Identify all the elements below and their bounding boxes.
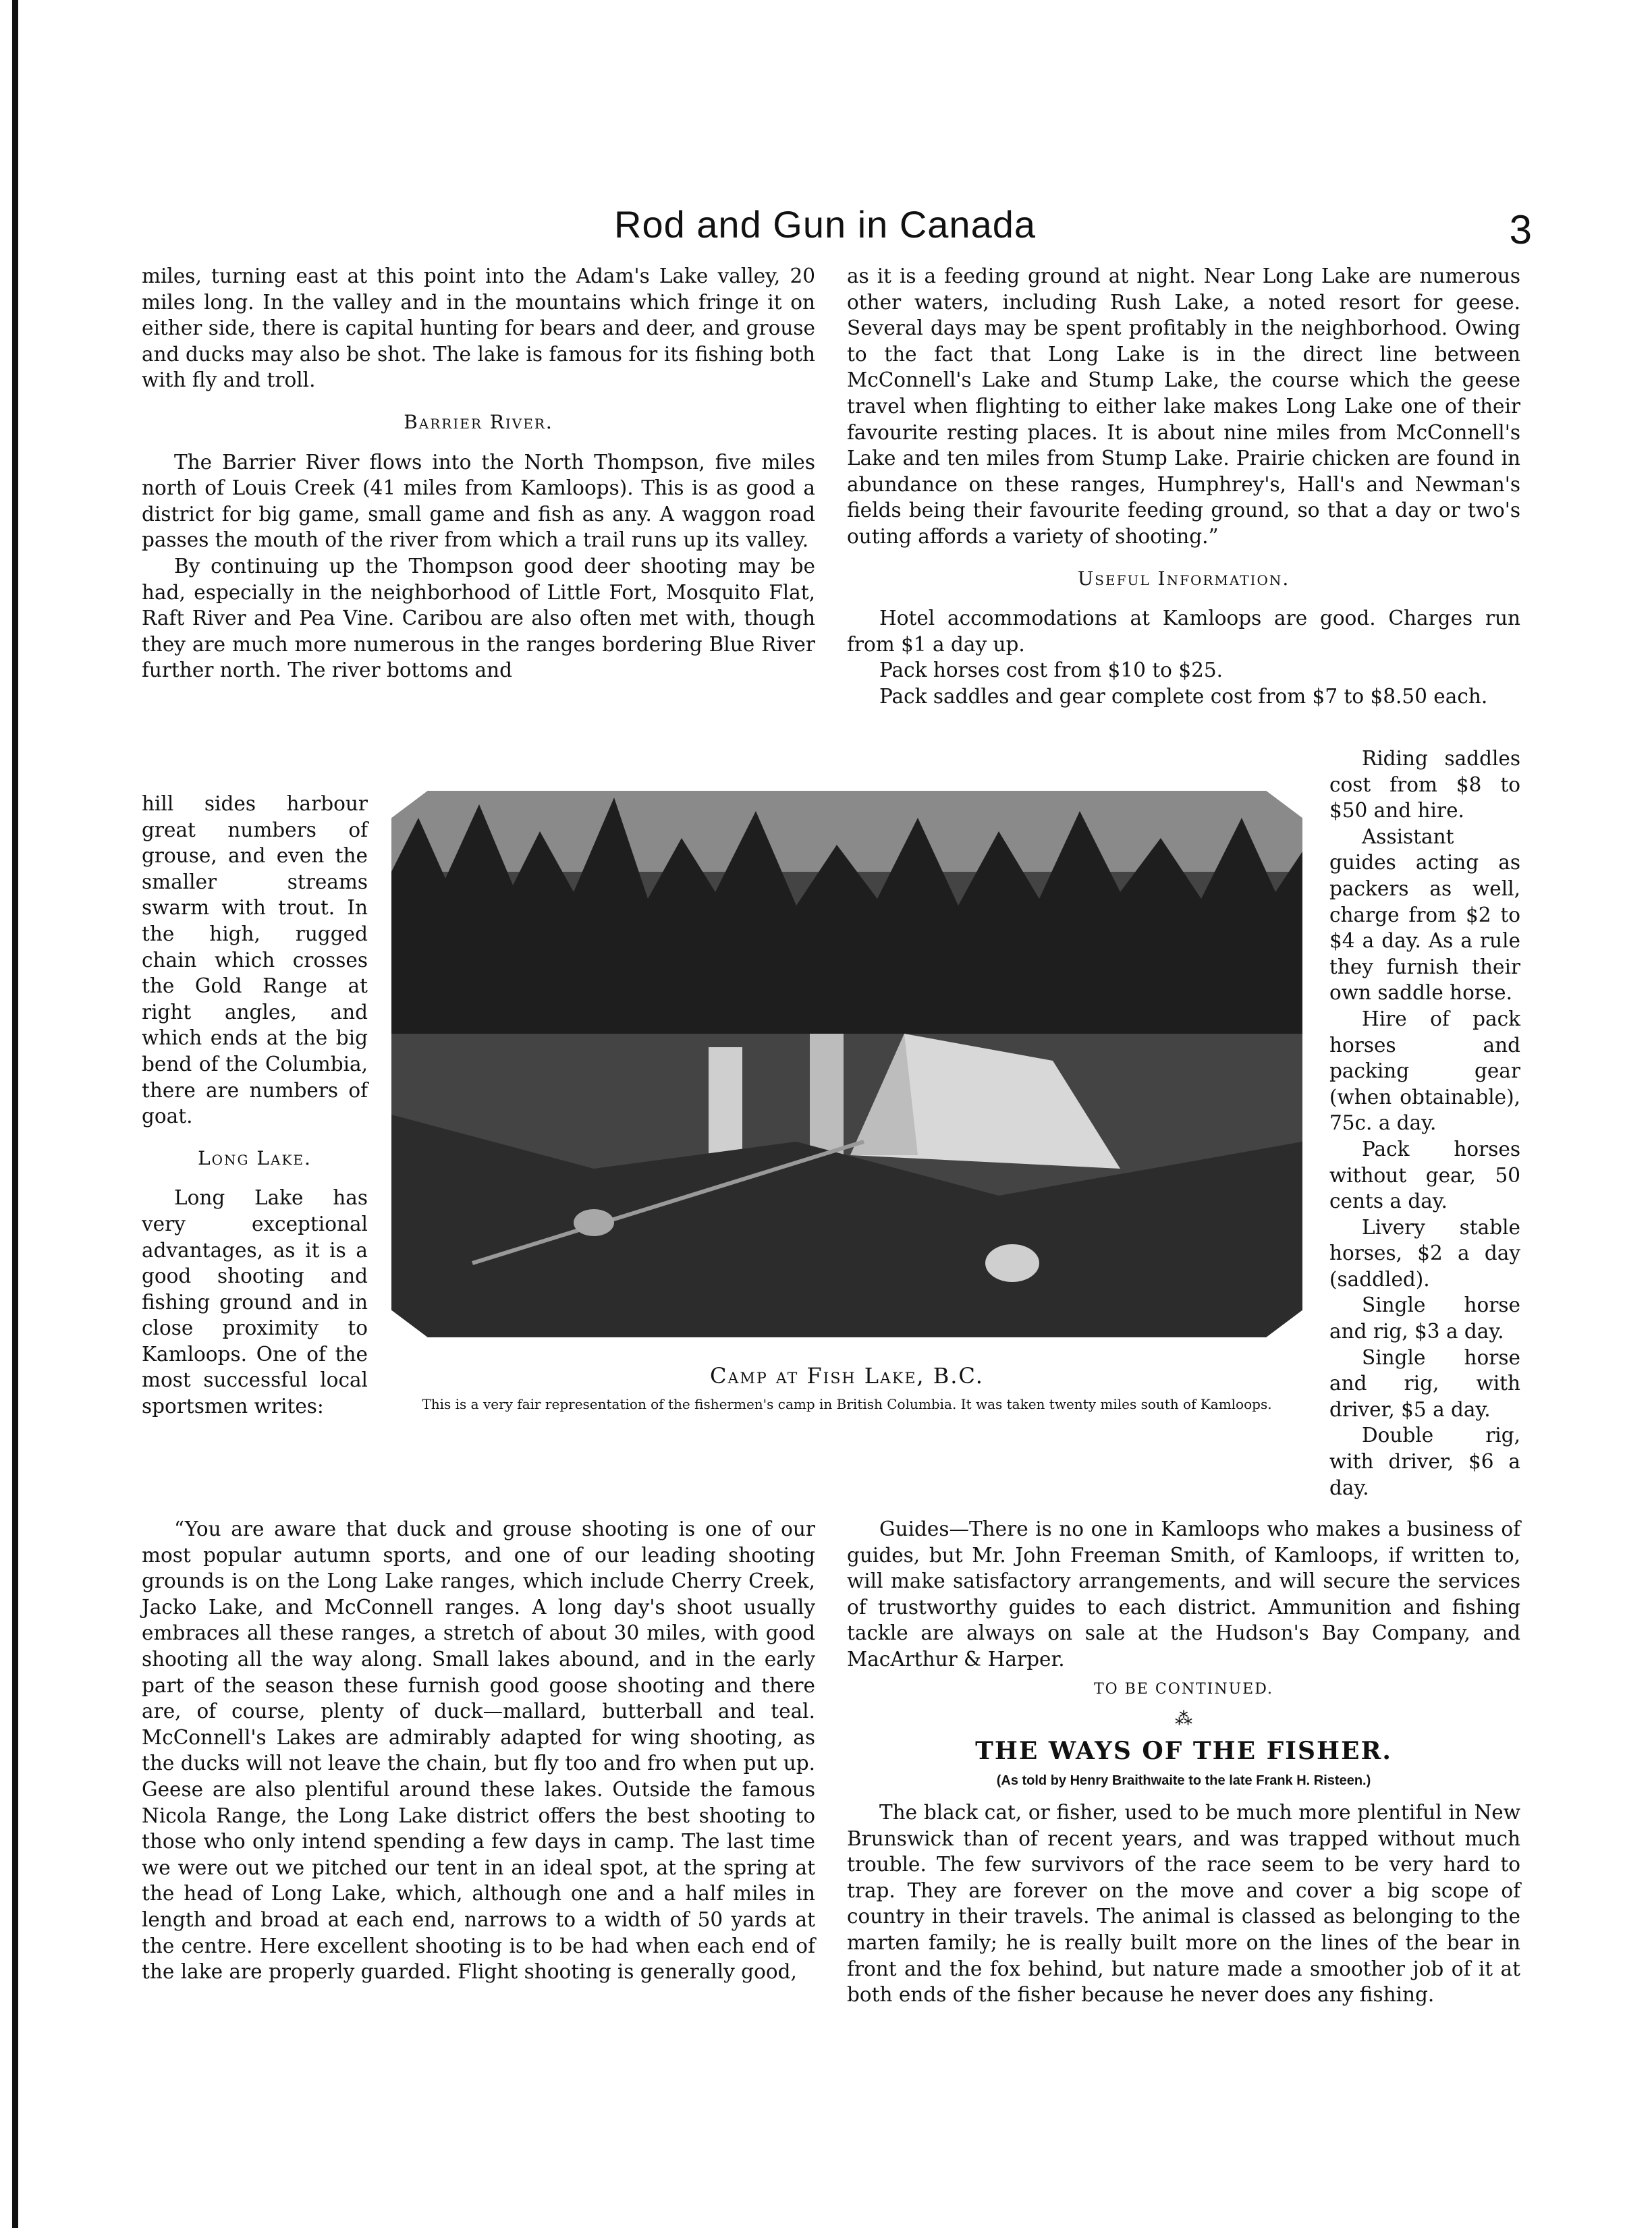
page-edge-rule bbox=[12, 0, 18, 2228]
paragraph: Single horse and rig, $3 a day. bbox=[1329, 1293, 1520, 1343]
paragraph: Riding saddles cost from $8 to $50 and hire. bbox=[1329, 747, 1520, 823]
paragraph: Pack saddles and gear complete cost from $7 to $8.50 each. bbox=[879, 684, 1488, 708]
running-title: Rod and Gun in Canada bbox=[614, 203, 1036, 246]
paragraph: Hotel accommodations at Kamloops are good. Charges run from $1 a day up. bbox=[847, 607, 1520, 656]
paragraph: “You are aware that duck and grouse shooting is one of our most popular autumn sports, and one of our leading shooting grounds is on the Long Lake ranges, which include Cherry Creek, Jacko Lake, and McConnell ranges. A long day's shoot usually embraces all these ranges, a stretch of about 30 miles, with good shooting all the way along. Small lakes abound, and in the early part of the season these furnish good goose shooting and there are, of course, plenty of duck—mallard, butterball and teal. McConnell's Lakes are admirably adapted for wing shooting, as the ducks will not leave the chain, but fly too and fro when put up. Geese are also plentiful around these lakes. Outside the famous Nicola Range, the Long Lake district offers the best shooting to those who only intend spending a few days in camp. The last time we were out we pitched our tent in an ideal spot, at the spring at the head of Long Lake, which, although one and a half miles in length and broad at each end, narrows to a width of 50 yards at the centre. Here excellent shooting is to be had when each end of the lake are properly guarded. Flight shooting is generally good, bbox=[142, 1517, 815, 1984]
paragraph: Single horse and rig, with driver, $5 a day. bbox=[1329, 1345, 1520, 1421]
section-heading-long-lake: Long Lake. bbox=[198, 1146, 312, 1169]
paragraph: Livery stable horses, $2 a day (saddled). bbox=[1329, 1215, 1520, 1291]
page-number: 3 bbox=[1509, 207, 1532, 252]
article-byline: (As told by Henry Braithwaite to the late Frank H. Risteen.) bbox=[996, 1773, 1371, 1789]
camp-photograph bbox=[391, 791, 1302, 1337]
left-column-top bbox=[142, 263, 815, 684]
caption-title: Camp at Fish Lake, B.C. bbox=[710, 1363, 984, 1389]
section-heading-barrier-river: Barrier River. bbox=[404, 410, 553, 433]
to-be-continued: TO BE CONTINUED. bbox=[1093, 1680, 1274, 1698]
paragraph: Hire of pack horses and packing gear (when obtainable), 75c. a day. bbox=[1329, 1007, 1520, 1135]
paragraph: The Barrier River flows into the North Thompson, five miles north of Louis Creek (41 miles from Kamloops). This is as good a district for big game, small game and fish as any. A waggon road passes the mouth of the river from which a trail runs up its valley. bbox=[142, 450, 815, 552]
right-column-narrow bbox=[1329, 746, 1520, 1501]
asterism: ⁂ bbox=[1175, 1709, 1192, 1730]
article-title: THE WAYS OF THE FISHER. bbox=[975, 1736, 1392, 1765]
paragraph: Guides—There is no one in Kamloops who makes a business of guides, but Mr. John Freeman Smith, of Kamloops, if written to, will make satisfactory arrangements, and will secure the services of trustworthy guides to each district. Ammunition and fishing tackle are always on sale at the Hudson's Bay Company, and MacArthur & Harper. bbox=[847, 1517, 1520, 1671]
section-heading-useful-information: Useful Information. bbox=[1077, 567, 1290, 590]
paragraph: Pack horses without gear, 50 cents a day. bbox=[1329, 1137, 1520, 1213]
paragraph: By continuing up the Thompson good deer shooting may be had, especially in the neighborhood of Little Fort, Mosquito Flat, Raft River and Pea Vine. Caribou are also often met with, though they are much more numerous in the ranges bordering Blue River further north. The river bottoms and bbox=[142, 554, 815, 682]
camp-photo-illustration bbox=[391, 791, 1302, 1337]
caption-text: This is a very fair representation of the fishermen's camp in British Columbia. It was taken twenty miles south of Kamloops. bbox=[422, 1396, 1272, 1412]
paragraph: Long Lake has very exceptional advantages, as it is a good shooting and fishing ground and in close proximity to Kamloops. One of the most successful local sportsmen writes: bbox=[142, 1186, 368, 1418]
paragraph: Pack horses cost from $10 to $25. bbox=[879, 659, 1223, 682]
paragraph: Assistant guides acting as packers as well, charge from $2 to $4 a day. As a rule they furnish their own saddle horse. bbox=[1329, 825, 1520, 1005]
paragraph: miles, turning east at this point into the Adam's Lake valley, 20 miles long. In the valley and in the mountains which fringe it on either side, there is capital hunting for bears and deer, and grouse and ducks may also be shot. The lake is famous for its fishing both with fly and troll. bbox=[142, 264, 815, 392]
paragraph: hill sides harbour great numbers of grouse, and even the smaller streams swarm with trout. In the high, rugged chain which crosses the Gold Range at right angles, and which ends at the big bend of the Columbia, there are numbers of goat. bbox=[142, 792, 368, 1128]
paragraph: The black cat, or fisher, used to be much more plentiful in New Brunswick than of recent years, and was trapped without much trouble. The few survivors of the race seem to be very hard to trap. They are forever on the move and cover a big scope of country in their travels. The animal is classed as belonging to the marten family; he is really built more on the lines of the bear in front and the fox behind, but nature made a smoother job of it at both ends of the fisher because he never does any fishing. bbox=[847, 1800, 1520, 2007]
paragraph: as it is a feeding ground at night. Near Long Lake are numerous other waters, including Rush Lake, a noted resort for geese. Several days may be spent profitably in the neighborhood. Owing to the fact that Long Lake is in the direct line between McConnell's Lake and Stump Lake, the course which the geese travel when flighting to either lake makes Long Lake one of their favourite resting places. It is about nine miles from McConnell's Lake and ten miles from Stump Lake. Prairie chicken are found in abundance on these ranges, Humphrey's, Hall's and Newman's fields being their favourite feeding ground, so that a day or two's outing affords a variety of shooting.” bbox=[847, 264, 1520, 548]
right-column-top bbox=[847, 263, 1520, 710]
paragraph: Double rig, with driver, $6 a day. bbox=[1329, 1424, 1520, 1499]
left-column-narrow bbox=[142, 791, 368, 1420]
left-column-bottom bbox=[142, 1516, 815, 1985]
page-header bbox=[142, 202, 1532, 256]
photo-caption bbox=[378, 1363, 1316, 1413]
right-column-bottom bbox=[847, 1516, 1520, 2008]
